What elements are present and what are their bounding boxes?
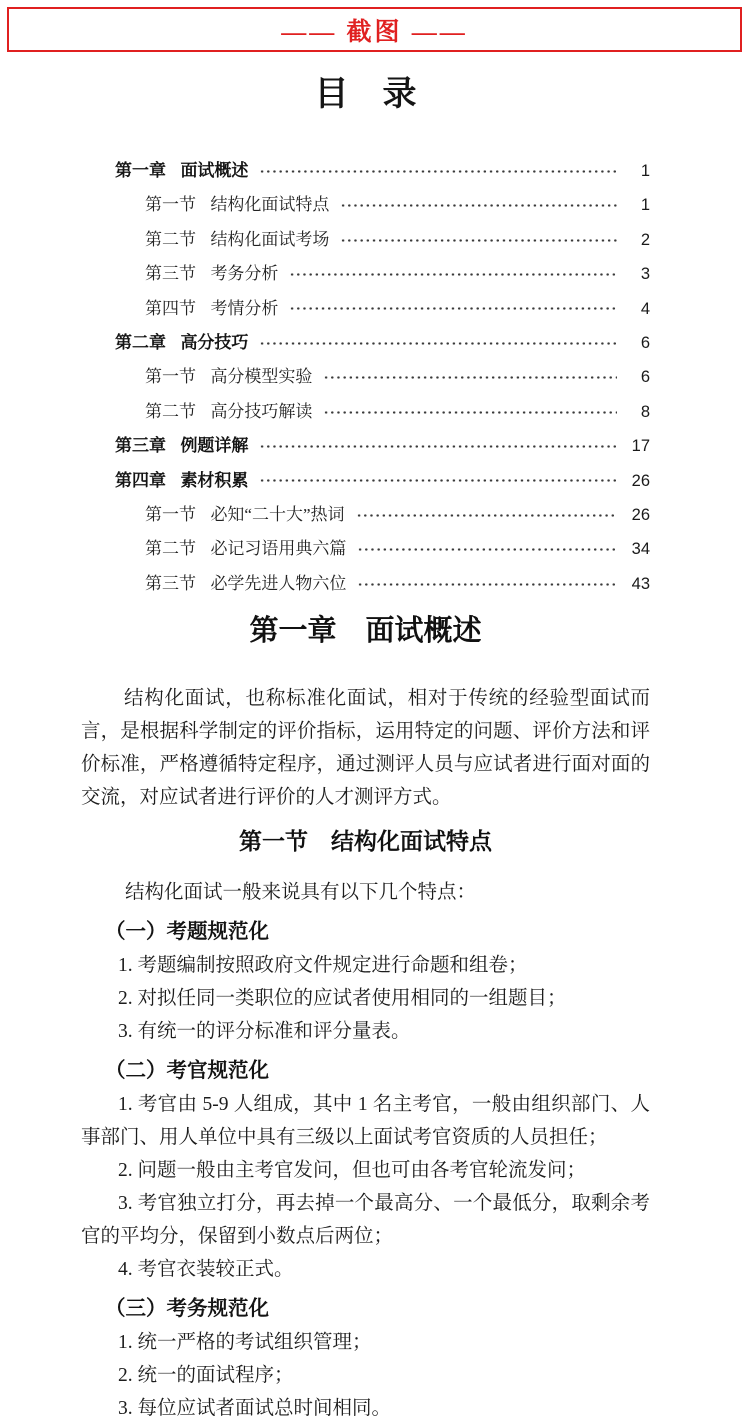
toc-entry-page: 43 [631, 574, 650, 593]
toc-entry-page: 26 [631, 471, 650, 490]
list-item: 3. 有统一的评分标准和评分量表。 [118, 1021, 411, 1043]
toc-entry-title: 高分技巧解读 [210, 401, 313, 421]
toc-entry-page: 26 [631, 506, 650, 525]
list-item: 3. 每位应试者面试总时间相同。 [118, 1398, 392, 1420]
toc-entry-title: 素材积累 [180, 470, 249, 490]
toc-entry-page: 1 [640, 196, 650, 215]
toc-entry-title: 必学先进人物六位 [210, 573, 347, 593]
toc-entry-title: 高分技巧 [180, 333, 249, 353]
toc-entry [145, 395, 650, 429]
toc-entry [115, 429, 650, 463]
toc-entry-label: 第二节 [145, 539, 196, 559]
dot-leader [357, 548, 617, 551]
toc-entry-page: 1 [640, 162, 650, 180]
toc-entry-title: 结构化面试特点 [210, 195, 330, 215]
toc-entry-page: 6 [640, 334, 650, 353]
toc-entry-label: 第一章 [115, 161, 166, 180]
toc-entry-label: 第二章 [115, 333, 166, 353]
screenshot-banner [7, 7, 742, 52]
toc-entry-page: 3 [640, 265, 650, 284]
group-heading: （一）考题规范化 [105, 920, 269, 944]
dot-leader [356, 514, 617, 517]
toc-entry-label: 第二节 [145, 229, 196, 249]
toc-entry-label: 第二节 [145, 401, 196, 421]
toc-entry-title: 考务分析 [210, 264, 279, 284]
toc-entry-label: 第三节 [145, 264, 196, 284]
toc-entry-label: 第一节 [145, 195, 196, 215]
feature-groups [81, 916, 650, 1425]
toc-entry-title: 例题详解 [180, 436, 249, 456]
section-heading: 第一节 结构化面试特点 [239, 828, 492, 855]
toc-list [81, 154, 650, 601]
dot-leader [323, 376, 617, 379]
toc-entry [115, 464, 650, 498]
list-item: 1. 考官由 5-9 人组成，其中 1 名主考官，一般由组织部门、人事部门、用人单位中具有三级以上面试考官资质的人员担任； [81, 1094, 650, 1149]
toc-entry-title: 考情分析 [210, 298, 279, 318]
toc-entry [145, 257, 650, 291]
toc-entry-title: 面试概述 [180, 161, 249, 180]
dot-leader [289, 307, 617, 310]
list-item: 2. 对拟任同一类职位的应试者使用相同的一组题目； [118, 988, 567, 1010]
dot-leader [323, 411, 617, 414]
list-item: 4. 考官衣装较正式。 [118, 1259, 294, 1281]
toc-entry-title: 必知“二十大”热词 [210, 505, 345, 525]
toc-entry-title: 结构化面试考场 [210, 229, 330, 249]
dot-leader [259, 445, 617, 448]
page-content [81, 60, 650, 1425]
toc-entry [145, 567, 650, 601]
dot-leader [340, 204, 617, 207]
toc-entry [145, 292, 650, 326]
dot-leader [357, 583, 617, 586]
toc-entry-page: 34 [631, 540, 650, 559]
toc-entry-label: 第四节 [145, 298, 196, 318]
toc-entry [145, 360, 650, 394]
dot-leader [259, 170, 617, 173]
toc-title: 目 录 [314, 75, 417, 113]
chapter-heading: 第一章 面试概述 [249, 615, 482, 648]
dot-leader [340, 239, 617, 242]
toc-entry-label: 第三章 [115, 436, 166, 456]
toc-entry-page: 6 [640, 368, 650, 387]
toc-entry-title: 必记习语用典六篇 [210, 539, 347, 559]
toc-entry-page: 4 [640, 299, 650, 318]
dot-leader [259, 342, 617, 345]
section-lead-paragraph: 结构化面试一般来说具有以下几个特点： [125, 882, 477, 904]
list-item: 2. 统一的面试程序； [118, 1365, 294, 1387]
group-heading: （二）考官规范化 [105, 1059, 269, 1083]
toc-entry-label: 第四章 [115, 470, 166, 490]
toc-entry [115, 154, 650, 188]
toc-entry [145, 223, 650, 257]
toc-entry-page: 2 [640, 230, 650, 249]
dot-leader [259, 479, 617, 482]
list-item: 1. 统一严格的考试组织管理； [118, 1332, 372, 1354]
screenshot-banner-label: —— 截图 —— [281, 18, 468, 46]
list-item: 1. 考题编制按照政府文件规定进行命题和组卷； [118, 955, 528, 977]
toc-entry-label: 第一节 [145, 505, 196, 525]
toc-entry-label: 第三节 [145, 573, 196, 593]
chapter-intro-paragraph: 结构化面试，也称标准化面试，相对于传统的经验型面试而言，是根据科学制定的评价指标，运用特定的问题、评价方法和评价标准，严格遵循特定程序，通过测评人员与应试者进行面对面的交流，对应试者进行评价的人才测评方式。 [81, 688, 650, 809]
toc-entry [145, 498, 650, 532]
toc-entry [145, 532, 650, 566]
toc-entry-title: 高分模型实验 [210, 367, 313, 387]
toc-entry-label: 第一节 [145, 367, 196, 387]
toc-entry-page: 17 [631, 437, 650, 456]
list-item: 2. 问题一般由主考官发问，但也可由各考官轮流发问； [118, 1160, 587, 1182]
list-item: 3. 考官独立打分，再去掉一个最高分、一个最低分，取剩余考官的平均分，保留到小数点后两位； [81, 1193, 650, 1248]
toc-entry [145, 188, 650, 222]
toc-entry [115, 326, 650, 360]
dot-leader [289, 273, 617, 276]
toc-entry-page: 8 [640, 402, 650, 421]
group-heading: （三）考务规范化 [105, 1297, 269, 1321]
